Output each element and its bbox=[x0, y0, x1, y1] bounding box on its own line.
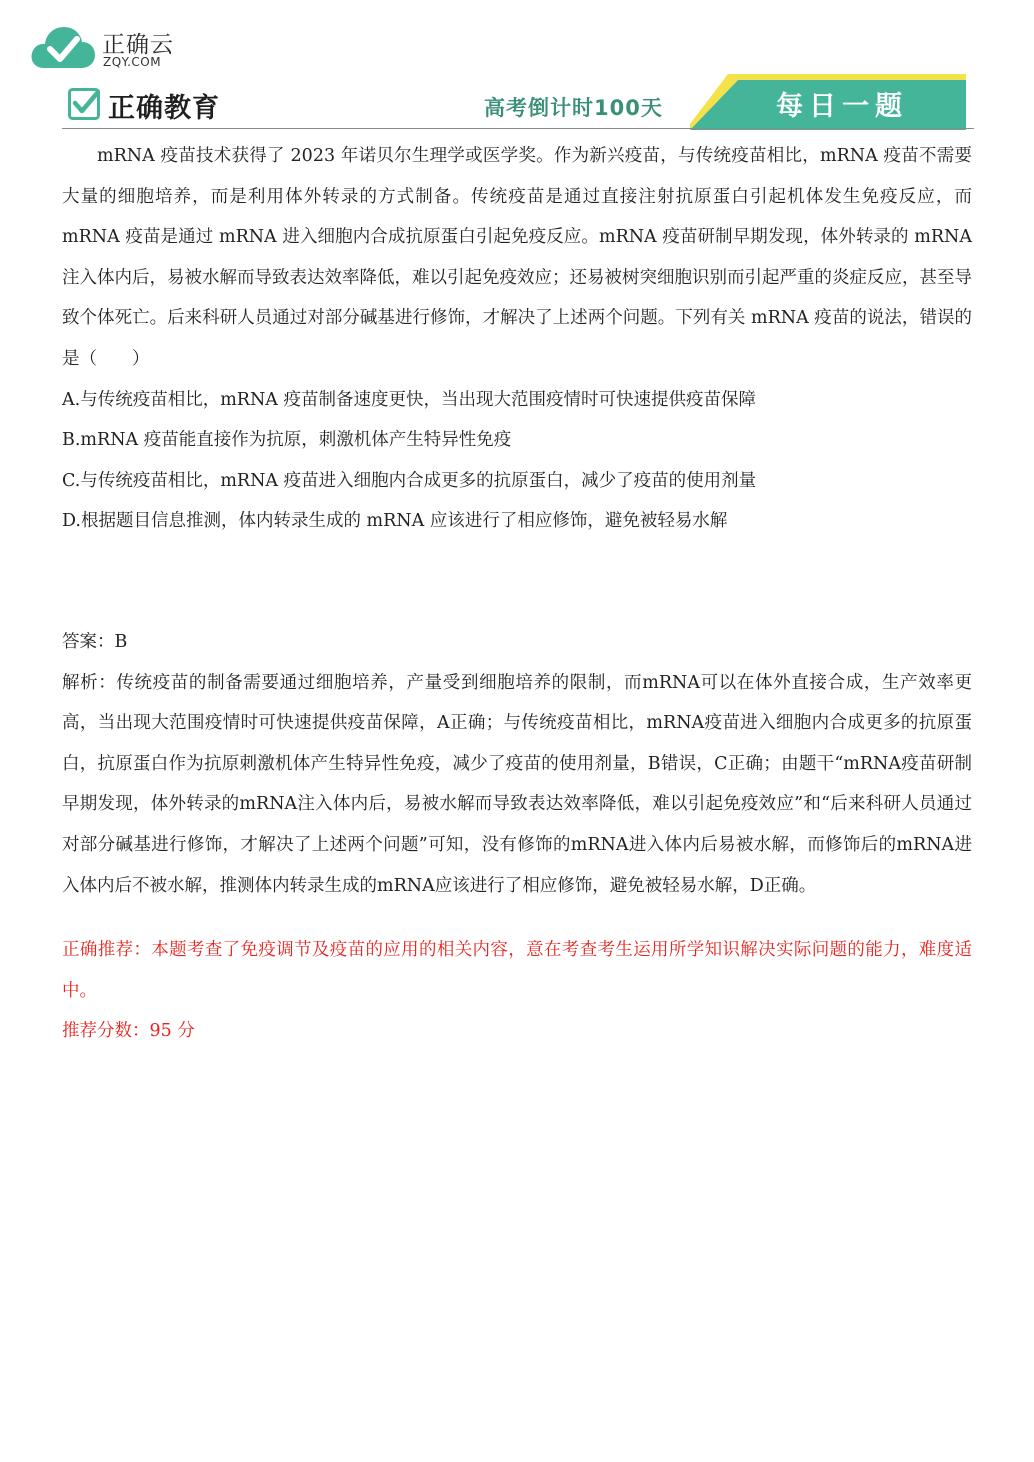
banner-label: 每日一题 bbox=[776, 91, 908, 122]
question-stem: mRNA 疫苗技术获得了 2023 年诺贝尔生理学或医学奖。作为新兴疫苗，与传统疫苗相比，mRNA 疫苗不需要大量的细胞培养，而是利用体外转录的方式制备。传统疫苗是通过直接注射抗原蛋白引起机体发生免疫反应，而 mRNA 疫苗是通过 mRNA 进入细胞内合成抗原蛋白引起免疫反应。mRNA 疫苗研制早期发现，体外转录的 mRNA 注入体内后，易被水解而导致表达效率降低，难以引起免疫效应；还易被树突细胞识别而引起严重的炎症反应，甚至导致个体死亡。后来科研人员通过对部分碱基进行修饰，才解决了上述两个问题。下列有关 mRNA 疫苗的说法，错误的是（ ） bbox=[62, 146, 972, 369]
zqy-logo bbox=[30, 22, 190, 78]
cloud-check-icon bbox=[30, 22, 96, 72]
countdown-label: 高考倒计时100天 bbox=[484, 96, 663, 120]
analysis: 解析：传统疫苗的制备需要通过细胞培养，产量受到细胞培养的限制，而mRNA可以在体外直接合成，生产效率更高，当出现大范围疫情时可快速提供疫苗保障，A正确；与传统疫苗相比，mRNA疫苗进入细胞内合成更多的抗原蛋白，抗原蛋白作为抗原刺激机体产生特异性免疫，减少了疫苗的使用剂量，B错误，C正确；由题干“mRNA疫苗研制早期发现，体外转录的mRNA注入体内后，易被水解而导致表达效率降低，难以引起免疫效应”和“后来科研人员通过对部分碱基进行修饰，才解决了上述两个问题”可知，没有修饰的mRNA进入体内后易被水解，而修饰后的mRNA进入体内后不被水解，推测体内转录生成的mRNA应该进行了相应修饰，避免被轻易水解，D正确。 bbox=[62, 672, 972, 896]
answer: 答案：B bbox=[62, 631, 128, 652]
brand-name: 正确教育 bbox=[108, 93, 220, 124]
option-d: D.根据题目信息推测，体内转录生成的 mRNA 应该进行了相应修饰，避免被轻易水解 bbox=[62, 511, 728, 532]
header-divider bbox=[62, 128, 974, 129]
logo-chinese-name: 正确云 bbox=[102, 32, 174, 58]
recommendation: 正确推荐：本题考查了免疫调节及疫苗的应用的相关内容，意在考查考生运用所学知识解决实际问题的能力，难度适中。 bbox=[62, 940, 972, 1001]
option-c: C.与传统疫苗相比，mRNA 疫苗进入细胞内合成更多的抗原蛋白，减少了疫苗的使用剂量 bbox=[62, 470, 757, 491]
recommend-score: 推荐分数：95 分 bbox=[62, 1021, 195, 1042]
question-content bbox=[62, 136, 972, 1052]
option-a: A.与传统疫苗相比，mRNA 疫苗制备速度更快，当出现大范围疫情时可快速提供疫苗保障 bbox=[62, 389, 756, 410]
option-b: B.mRNA 疫苗能直接作为抗原，刺激机体产生特异性免疫 bbox=[62, 430, 512, 451]
logo-domain: ZQY.COM bbox=[103, 55, 162, 69]
checkbox-icon bbox=[68, 88, 100, 120]
